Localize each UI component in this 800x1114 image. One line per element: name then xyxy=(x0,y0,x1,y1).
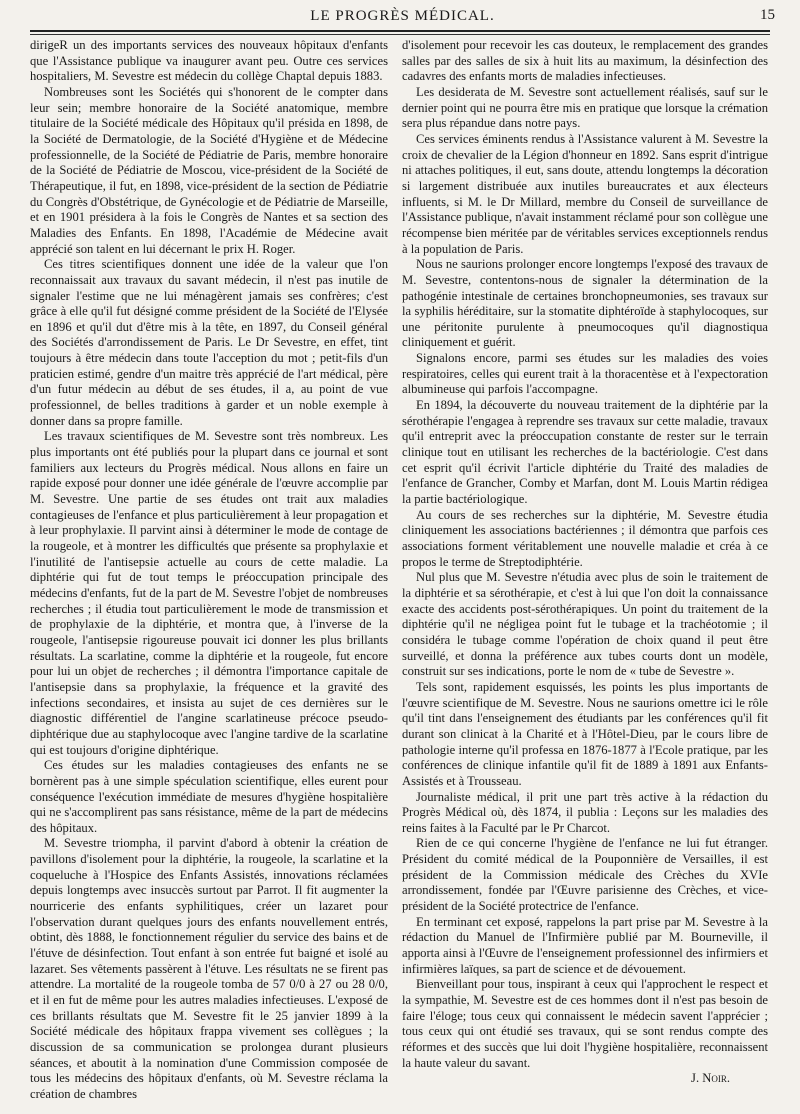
paragraph: Signalons encore, parmi ses études sur les maladies des voies respiratoires, celles qui eurent trait à la thoracentèse et à l'expectoration albumineuse qui parfois l'accompagne. xyxy=(402,351,768,397)
paragraph: d'isolement pour recevoir les cas douteux, le remplacement des grandes salles par des salles de six à huit lits au maximum, la désinfection des cadavres des enfants morts de maladies infectieuses. xyxy=(402,38,768,84)
right-column xyxy=(402,38,768,1106)
paragraph: Ces services éminents rendus à l'Assistance valurent à M. Sevestre la croix de chevalier de la Légion d'honneur en 1892. Sans esprit d'intrigue ni attaches politiques, il eut, sans doute, attendu longtemps la décoration si largement distribuée aux inutiles bureaucrates et aux électeurs influents, si M. le Dr Millard, membre du Conseil de surveillance de l'Assistance publique, n'avait instamment réclamé pour son collègue une récompense bien méritée par de véritables services exceptionnels rendus à la population de Paris. xyxy=(402,131,768,256)
paragraph: Ces titres scientifiques donnent une idée de la valeur que l'on reconnaissait aux travaux du savant médecin, il n'est pas inutile de signaler l'estime que ne lui ménagèrent jamais ses confrères; c'est grâce à elle qu'il fut désigné comme président de la Société de l'Elysée en 1896 et qu'il dut d'être mis à la tête, en 1897, du Conseil général des Sociétés d'arrondissement de Paris. Le Dr Sevestre, en effet, tint toujours à être médecin dans toute l'acception du mot ; petit-fils d'un praticien estimé, gendre d'un maitre très apprécié de l'art médical, père d'un futur médecin au début de ses études, il a, au point de vue professionnel, de belles traditions à garder et un noble exemple à donner dans sa propre famille. xyxy=(30,257,388,428)
page-number: 15 xyxy=(760,7,775,23)
paragraph: Nul plus que M. Sevestre n'étudia avec plus de soin le traitement de la diphtérie et sa sérothérapie, et c'est à lui que l'on doit la connaissance exacte des accidents post-sérothérapiques. Un point du traitement de la diphtérie qu'il ne négligea point fut le tubage et la trachéotomie ; il considéra le tubage comme l'opération de choix quand il peut être surveillé, et donna la préférence aux tubes courts dont un modèle, construit sur ses indications, porte le nom de « tube de Sevestre ». xyxy=(402,570,768,679)
paragraph: Au cours de ses recherches sur la diphtérie, M. Sevestre étudia cliniquement les associations bactériennes ; il démontra que parfois ces associations forment véritablement une nouvelle maladie et créa à ce propos le terme de Streptodiphtérie. xyxy=(402,507,768,569)
paragraph: Bienveillant pour tous, inspirant à ceux qui l'approchent le respect et la sympathie, M. Sevestre est de ces hommes dont il n'est pas besoin de faire l'éloge; tous ceux qui connaissent le médecin savent l'apprécier ; tous ceux qui ont étudié ses travaux, qui se sont rendus compte des réformes et des succès que lui doit l'hygiène hospitalière, reconnaissent la haute valeur du savant. xyxy=(402,977,768,1070)
paragraph: Nombreuses sont les Sociétés qui s'honorent de le compter dans leur sein; membre honoraire de la Société anatomique, membre titulaire de la Société médicale des Hôpitaux qu'il présida en 1898, de la Société de Dermatologie, de la Société d'Hygiène et de Médecine professionnelle, de la Société de Pédiatrie de Paris, membre honoraire de la Société de Pédiatrie de Moscou, vice-président de la Société de Thérapeutique, il fut, en 1898, vice-président de la section de Pédiatrie du Congrès d'Obstétrique, de Gynécologie et de Pédiatrie de Marseille, et en 1901 présidera à la fois le Congrès de Nantes et sa section des Maladies des Enfants. En 1898, l'Académie de Médecine avait apprécié son talent en lui décernant le prix H. Roger. xyxy=(30,84,388,256)
header-rule-thin xyxy=(30,34,770,35)
paragraph: Rien de ce qui concerne l'hygiène de l'enfance ne lui fut étranger. Président du comité médical de la Pouponnière de Versailles, il est président de la Commission médicale des Crèches du XVIe arrondissement, fondée par l'Œuvre parisienne des Crèches, et vice-président de la Société protectrice de l'enfance. xyxy=(402,836,768,914)
paragraph: Les desiderata de M. Sevestre sont actuellement réalisés, sauf sur le dernier point qui ne pourra être mis en pratique que lorsque la crémation sera plus répandue dans notre pays. xyxy=(402,84,768,131)
paragraph: Journaliste médical, il prit une part très active à la rédaction du Progrès Médical où, dès 1874, il publia : Leçons sur les maladies des reins faites à la Faculté par le Pr Charcot. xyxy=(402,789,768,835)
author-signature: J. Noir. xyxy=(691,1071,730,1086)
left-column xyxy=(30,38,388,1106)
journal-title: LE PROGRÈS MÉDICAL. xyxy=(310,8,495,24)
paragraph: Tels sont, rapidement esquissés, les points les plus importants de l'œuvre scientifique de M. Sevestre. Nous ne saurions omettre ici le rôle qu'il tint dans l'enseignement des étudiants par les conférences qu'il fit durant son clinicat à la Charité et à l'Hôtel-Dieu, par le cours libre de pathologie interne qu'il professa en 1876-1877 à l'Ecole pratique, par les conférences de clinique infantile qu'il fit de 1889 à 1891 aux Enfants-Assistés et à Trousseau. xyxy=(402,679,768,788)
header-rule xyxy=(30,30,770,32)
paragraph: M. Sevestre triompha, il parvint d'abord à obtenir la création de pavillons d'isolement pour la diphtérie, la rougeole, la scarlatine et la coqueluche à l'Hospice des Enfants Assistés, innovations réclamées depuis longtemps avec insuccès surtout par Parrot. Il fit augmenter la nourricerie des enfants syphilitiques, créer un lazaret pour l'observation durant quelques jours des enfants nouvellement entrés, obtint, dès 1888, le fonctionnement régulier du service des bains et de l'étuve de désinfection. Tout enfant à son entrée fut baigné et isolé au lazaret. Ses vêtements passèrent à l'étuve. Les résultats ne se firent pas attendre. La mortalité de la rougeole tomba de 57 0/0 à 27 ou 28 0/0, et il en fut de même pour les autres maladies infectieuses. L'exposé de ces brillants résultats que M. Sevestre fit le 25 janvier 1899 à la Société médicale des hôpitaux frappa vivement ses collègues ; la discussion de sa communication se prolongea durant plusieurs séances, et aboutit à la nomination d'une Commission composée de tous les médecins des hôpitaux d'enfants, où M. Sevestre réclama la création de chambres xyxy=(30,836,388,1101)
paragraph: Ces études sur les maladies contagieuses des enfants ne se bornèrent pas à une simple spéculation scientifique, elles eurent pour conséquence l'exécution immédiate de mesures d'hygiène hospitalière qui ne s'accomplirent pas sans résistance, même de la part de médecins des hôpitaux. xyxy=(30,758,388,835)
paragraph: Nous ne saurions prolonger encore longtemps l'exposé des travaux de M. Sevestre, contentons-nous de signaler la détermination de la pathogénie intestinale de certaines bronchopneumonies, ses travaux sur la syphilis héréditaire, sur la stomatite diphtéroïde à staphylocoques, sur une péritonite purulente à pneumocoques qu'il diagnostiqua cliniquement et guérit. xyxy=(402,257,768,350)
paragraph: Les travaux scientifiques de M. Sevestre sont très nombreux. Les plus importants ont été publiés pour la plupart dans ce journal et sont familiers aux lecteurs du Progrès médical. Nous allons en faire un rapide exposé pour donner une idée générale de l'œuvre accomplie par M. Sevestre. Une partie de ses études ont trait aux maladies contagieuses de l'enfance et plus particulièrement à leur propagation et à leur prophylaxie. Il parvint ainsi à déterminer le mode de contage de la rougeole, et à montrer les difficultés que présente sa prophylaxie et l'inutilité de l'antisepsie actuelle au cours de cette maladie. La diphtérie qui fut de tout temps le préoccupation principale des médecins d'enfants, fut de la part de M. Sevestre l'objet de nombreuses recherches ; il étudia tout particulièrement le mode de transmission et de prophylaxie de la diphtérie, et montra que, à l'inverse de la rougeole, l'antisepsie rigoureuse pouvait ici donner les plus brillants résultats. La scarlatine, comme la diphtérie et la rougeole, fut encore pour lui un objet de recherches ; il démontra l'importance capitale de l'antisepsie dans sa prophylaxie, la fréquence et la gravité des infections secondaires, et insista au sujet de ces dernières sur le diagnostic différentiel de l'angine scarlatineuse précoce pseudo-diphtérique due au staphylocoque avec l'angine tardive de la scarlatine qui est toujours d'origine diphtérique. xyxy=(30,429,388,757)
paragraph: En terminant cet exposé, rappelons la part prise par M. Sevestre à la rédaction du Manuel de l'Infirmière publié par M. Bourneville, il apporta ainsi à l'Œuvre de l'enseignement professionnel des infirmiers et infirmières laïques, sa part de science et de dévouement. xyxy=(402,914,768,976)
paragraph: dirigeR un des importants services des nouveaux hôpitaux d'enfants que l'Assistance publique va inaugurer avant peu. Outre ces services hospitaliers, M. Sevestre est médecin du collège Chaptal depuis 1883. xyxy=(30,38,388,84)
paragraph: En 1894, la découverte du nouveau traitement de la diphtérie par la sérothérapie l'engagea à reprendre ses travaux sur cette maladie, travaux qu'il entreprit avec la préoccupation constante de rester sur le terrain clinique tout en utilisant les recherches de la bactériologie. C'est dans cet esprit qu'il écrivit l'article diphtérie du Traité des maladies de l'enfance de Grancher, Comby et Marfan, dont M. Louis Martin rédigea la partie bactériologique. xyxy=(402,398,768,507)
page-header xyxy=(30,6,775,28)
